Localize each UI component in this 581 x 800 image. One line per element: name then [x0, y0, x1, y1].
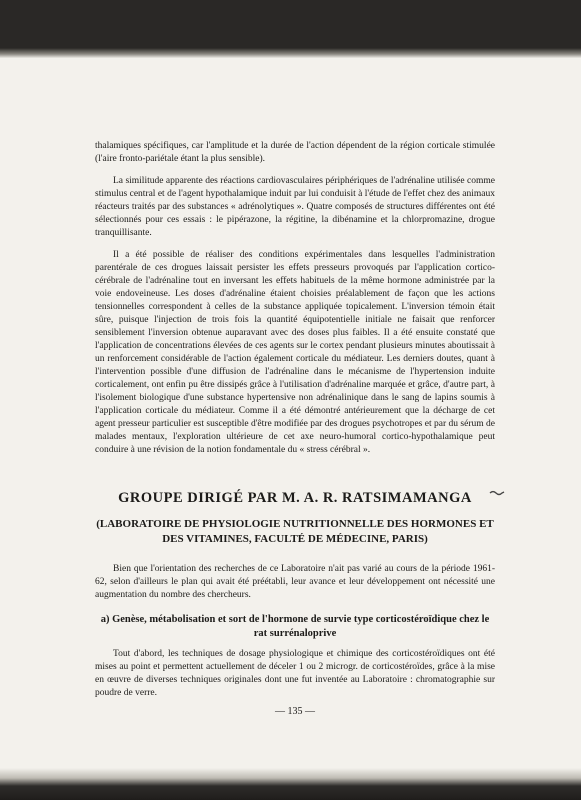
section-paragraph: Tout d'abord, les techniques de dosage physiologique et chimique des corticostéroïdiques ont été mises au point et permettent actuellement de déceler 1 ou 2 microgr. de corticostéroïdes, grâce à la mise en œuvre de diverses techniques originales dont une fut inventée au Laboratoire : chromatographie sur poudre de verre.	[95, 649, 495, 698]
paragraph-2: La similitude apparente des réactions cardiovasculaires périphériques de l'adrénaline utilisée comme stimulus central et de l'agent hypothalamique induit par lui conduisit à l'étude de l'effet chez des animaux réacteurs traités par des substances « adrénolytiques ». Quatre composés de structures différentes ont été sélectionnés pour ces essais : le pipérazone, la régitine, la dibénamine et la chlorpromazine, drogue tranquillisante.	[95, 176, 495, 238]
page-number: — 135 —	[275, 706, 315, 717]
paragraph-1: thalamiques spécifiques, car l'amplitude et la durée de l'action dépendent de la région corticale stimulée (l'aire fronto-pariétale étant la plus sensible).	[95, 141, 495, 164]
group-title: GROUPE DIRIGÉ PAR M. A. R. RATSIMAMANGA	[118, 490, 472, 506]
body-text	[95, 140, 495, 457]
paragraph-3: Il a été possible de réaliser des conditions expérimentales dans lesquelles l'administration parentérale de ces drogues laissait persister les effets presseurs provoqués par l'application cortico-cérébrale de l'adrénaline tout en inversant les effets habituels de la même hormone administrée par la voie endoveineuse. Les doses d'adrénaline étaient choisies préalablement de façon que les actions tensionnelles correspondent à celles de la substance appliquée topicalement. L'inversion témoin était sûre, puisque l'injection de trois fois la quantité équipotentielle initiale ne faisait que renforcer sensiblement l'inversion obtenue auparavant avec des doses plus faibles. Il a été ensuite constaté que l'application de concentrations élevées de ces agents sur le cortex pendant plusieurs minutes aboutissait à un renforcement considérable de l'action également corticale du médiateur. Les derniers doutes, quant à l'intervention possible d'une diffusion de l'adrénaline dans le mécanisme de l'hypertension induite corticalement, ont enfin pu être dissipés grâce à l'utilisation d'adrénaline marquée et grâce, d'autre part, à l'isolement biologique d'une substance hypertensive non adrénalinique dans le sang de lapins soumis à l'application corticale du médiateur. Comme il a été démontré antérieurement que la décharge de cet agent presseur particulier est susceptible d'être modifiée par des drogues psychotropes et par du sérum de malades mentaux, l'exploration ultérieure de cet axe neuro-humoral cortico-hypothalamique peut conduire à une révision de la notion fondamentale du « stress cérébral ».	[95, 250, 495, 455]
intro-paragraph: Bien que l'orientation des recherches de ce Laboratoire n'ait pas varié au cours de la période 1961-62, selon d'ailleurs le plan qui avait été préétabli, leur avance et leur développement ont nécessité une augmentation du nombre des chercheurs.	[95, 564, 495, 600]
scan-bottom-edge	[0, 768, 581, 800]
scan-top-edge	[0, 0, 581, 58]
section-heading: a) Genèse, métabolisation et sort de l'hormone de survie type corticostéroïdique chez le rat surrénaloprive	[100, 614, 490, 639]
laboratory-name: (LABORATOIRE DE PHYSIOLOGIE NUTRITIONNELLE DES HORMONES ET DES VITAMINES, FACULTÉ DE MÉDECINE, PARIS)	[96, 518, 494, 545]
pencil-mark-icon	[489, 490, 505, 496]
